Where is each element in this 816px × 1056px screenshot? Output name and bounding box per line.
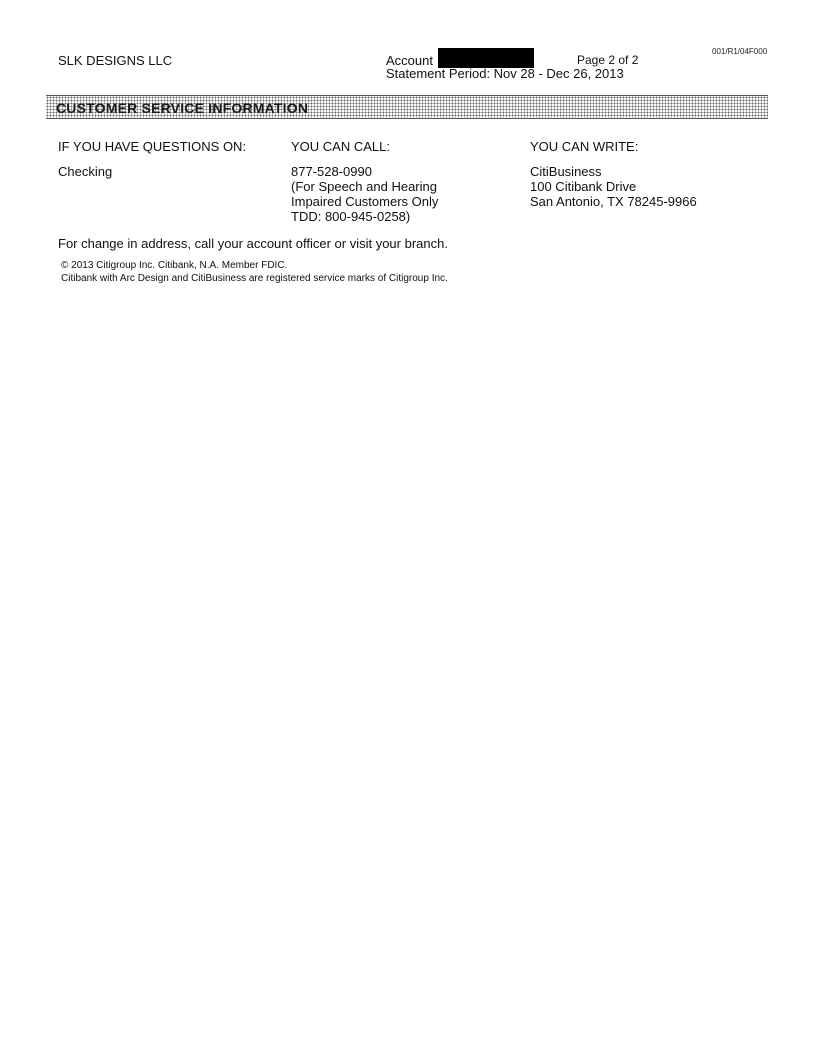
address-change-note: For change in address, call your account officer or visit your branch. xyxy=(58,236,448,251)
address-city: San Antonio, TX 78245-9966 xyxy=(530,194,697,209)
section-banner xyxy=(46,95,768,119)
topic-cell xyxy=(58,164,112,179)
page-number: Page 2 of 2 xyxy=(577,53,639,67)
write-column-header: YOU CAN WRITE: xyxy=(530,139,639,154)
call-note-line: (For Speech and Hearing xyxy=(291,179,437,194)
call-column-header: YOU CAN CALL: xyxy=(291,139,390,154)
questions-column-header: IF YOU HAVE QUESTIONS ON: xyxy=(58,139,247,154)
copyright-notice: © 2013 Citigroup Inc. Citibank, N.A. Member FDIC. xyxy=(61,260,288,271)
mailing-address-cell xyxy=(530,164,697,209)
account-number-redaction xyxy=(438,48,534,68)
address-name: CitiBusiness xyxy=(530,164,602,179)
tdd-number: TDD: 800-945-0258) xyxy=(291,209,411,224)
phone-number: 877-528-0990 xyxy=(291,164,372,179)
form-code: 001/R1/04F000 xyxy=(712,47,768,56)
call-info-cell xyxy=(291,164,438,224)
trademark-notice: Citibank with Arc Design and CitiBusiness are registered service marks of Citigroup Inc. xyxy=(61,273,448,284)
topic-checking: Checking xyxy=(58,164,113,179)
account-label: Account xyxy=(386,53,433,68)
section-title: CUSTOMER SERVICE INFORMATION xyxy=(56,100,309,116)
call-note-line: Impaired Customers Only xyxy=(291,194,439,209)
address-street: 100 Citibank Drive xyxy=(530,179,637,194)
statement-period: Statement Period: Nov 28 - Dec 26, 2013 xyxy=(386,66,624,81)
company-name: SLK DESIGNS LLC xyxy=(58,53,173,68)
